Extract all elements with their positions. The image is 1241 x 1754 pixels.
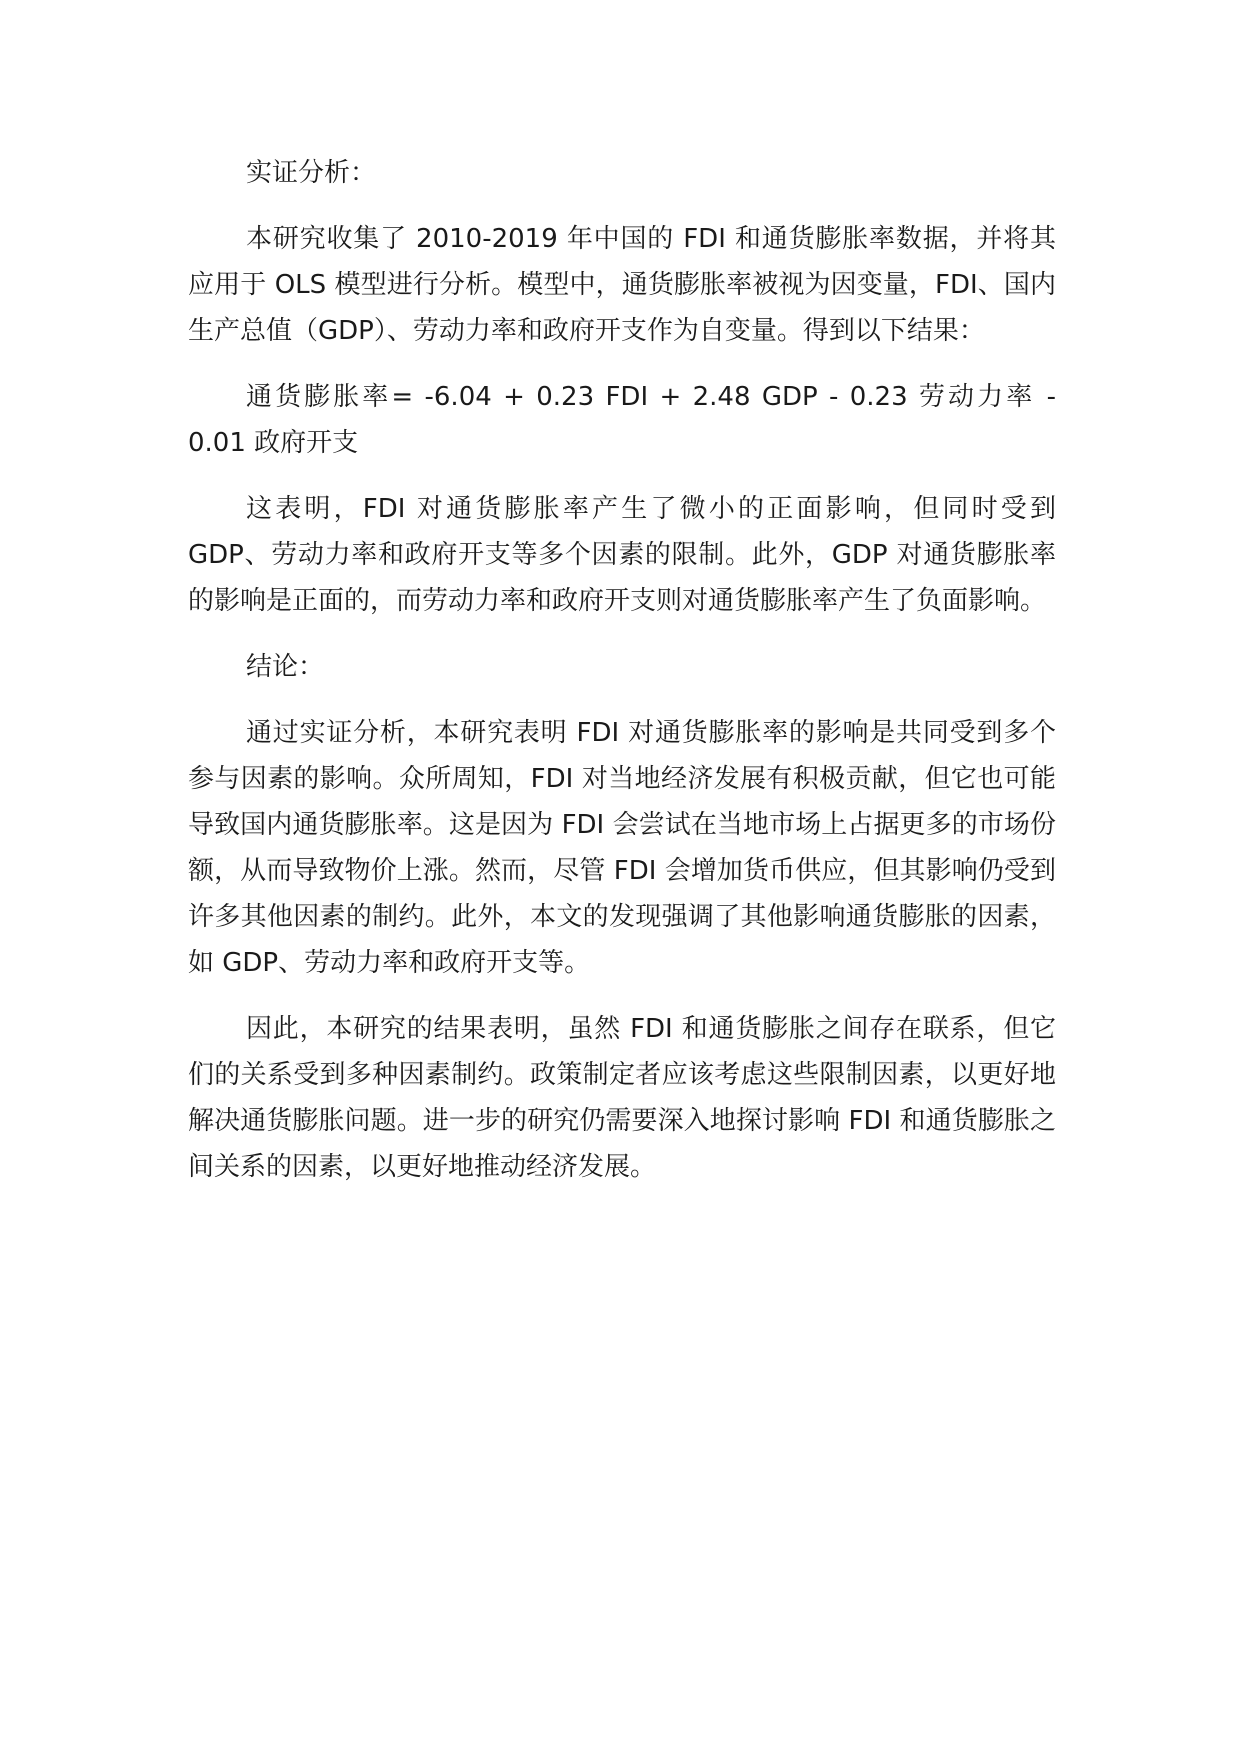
- paragraph-conclusion-1: 通过实证分析，本研究表明 FDI 对通货膨胀率的影响是共同受到多个参与因素的影响。众所周知，FDI 对当地经济发展有积极贡献，但它也可能导致国内通货膨胀率。这是因为 FDI 会尝试在当地市场上占据更多的市场份额，从而导致物价上涨。然而，尽管 FDI 会增加货币供应，但其影响仍受到许多其他因素的制约。此外，本文的发现强调了其他影响通货膨胀的因素，如 GDP、劳动力率和政府开支等。: [188, 718, 1056, 978]
- section-heading-conclusion: 结论：: [246, 652, 325, 682]
- paragraph-data-method: 本研究收集了 2010-2019 年中国的 FDI 和通货膨胀率数据，并将其应用于 OLS 模型进行分析。模型中，通货膨胀率被视为因变量，FDI、国内生产总值（GDP）、劳动力率和政府开支作为自变量。得到以下结果：: [188, 224, 1056, 346]
- paragraph-conclusion-2: 因此，本研究的结果表明，虽然 FDI 和通货膨胀之间存在联系，但它们的关系受到多种因素制约。政策制定者应该考虑这些限制因素，以更好地解决通货膨胀问题。进一步的研究仍需要深入地探讨影响 FDI 和通货膨胀之间关系的因素，以更好地推动经济发展。: [188, 1014, 1056, 1182]
- section-heading-empirical-analysis: 实证分析：: [246, 158, 377, 188]
- paragraph-results-interpretation: 这表明，FDI 对通货膨胀率产生了微小的正面影响，但同时受到 GDP、劳动力率和政府开支等多个因素的限制。此外，GDP 对通货膨胀率的影响是正面的，而劳动力率和政府开支则对通货膨胀率产生了负面影响。: [188, 494, 1056, 616]
- document-page: [188, 150, 1056, 1210]
- regression-equation: 通货膨胀率= -6.04 + 0.23 FDI + 2.48 GDP - 0.23 劳动力率 - 0.01 政府开支: [188, 382, 1056, 458]
